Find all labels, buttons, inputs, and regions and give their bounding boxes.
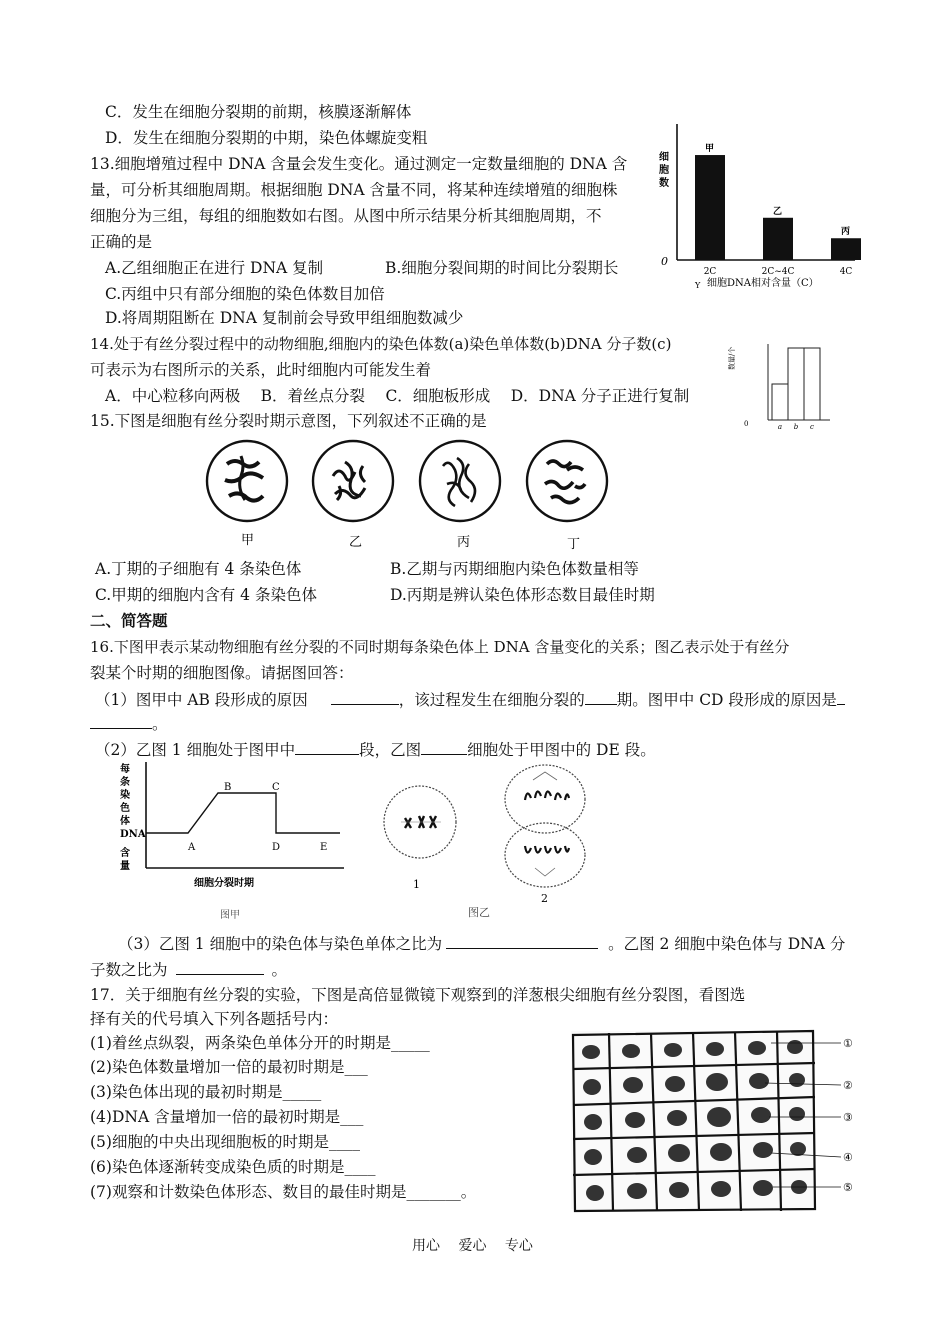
q13-bar-2 [831,238,861,260]
q16-blank-phase[interactable] [585,688,617,705]
q16-cell-1-label: 1 [413,878,420,891]
q14-bars [772,348,820,431]
q13-bar-label-2: 丙 [841,227,851,238]
q16-cell-1 [384,786,456,858]
q14-stem-line2: 可表示为右图所示的关系，此时细胞内可能发生着 [90,361,432,379]
q16-part2-text-b: 段，乙图 [359,741,422,759]
q15-option-b: B.乙期与丙期细胞内染色体数量相等 [390,560,639,578]
svg-text:染: 染 [120,790,130,801]
q13-ylabel-1: 细 [659,152,669,163]
q16-part3-cont [90,958,287,981]
q16-point-a: A [188,842,196,853]
q15-label-yi: 乙 [349,535,363,550]
q16-part3-text-b: 。乙图 2 细胞中染色体与 DNA 分 [608,935,846,953]
page-footer: 用心 爱心 专心 [412,1238,533,1254]
q13-xlabel-mark: Y [695,281,701,290]
q17-item-5: (5)细胞的中央出现细胞板的时期是____ [90,1133,360,1151]
q17-item-2: (2)染色体数量增加一倍的最初时期是___ [90,1058,368,1076]
q13-bar-label-0: 甲 [705,144,715,155]
q16-blank-segment[interactable] [295,738,359,755]
q16-part2-text-a: （2）乙图 1 细胞处于图甲中 [95,741,296,759]
q13-option-d: D.将周期阻断在 DNA 复制前会导致甲组细胞数减少 [105,309,464,327]
q13-ylabel-3: 数 [659,178,669,189]
q16-point-d: D [272,842,281,853]
q16-blank-cd-start[interactable] [837,688,845,705]
q16-ylabel [120,762,146,872]
q16-stem-line2: 裂某个时期的细胞图像。请据图回答： [90,664,354,682]
q16-caption-jia: 图甲 [220,910,240,921]
q16-cell-2 [505,765,585,887]
q12-option-c: C．发生在细胞分裂期的前期，核膜逐渐解体 [105,103,412,121]
q17-stem-line2: 择有关的代号填入下列各题括号内： [90,1010,339,1028]
q16-part3-text-a: （3）乙图 1 细胞中的染色体与染色单体之比为 [118,935,443,953]
q13-ylabel-2: 胞 [659,165,669,176]
q16-part1-text-b: ，该过程发生在细胞分裂的 [398,691,585,709]
q17-marker-5: ⑤ [843,1181,853,1194]
svg-text:体: 体 [120,816,130,827]
q16-xlabel: 细胞分裂时期 [194,878,254,889]
q15-option-d: D.丙期是辨认染色体形态数目最佳时期 [390,586,655,604]
q16-part1-line [95,688,845,711]
q16-part1-end: 。 [152,715,168,733]
q17-marker-2: ② [843,1079,853,1092]
q14-origin: 0 [744,420,749,428]
q13-origin: 0 [661,255,668,268]
q13-category-0: 2C [703,267,717,277]
q17-item-7: (7)观察和计数染色体形态、数目的最佳时期是_______。 [90,1183,477,1201]
q17-item-6: (6)染色体逐渐转变成染色质的时期是____ [90,1158,376,1176]
q16-part3-end: 。 [271,961,288,979]
q16-point-b: B [224,782,232,793]
q14-bar-b [788,348,804,420]
svg-text:含: 含 [120,848,130,859]
q16-part3-line [118,932,845,955]
q14-bar-a [772,384,788,420]
q13-option-b: B.细胞分裂间期的时间比分裂期长 [385,259,619,277]
q15-option-c: C.甲期的细胞内含有 4 条染色体 [95,586,317,604]
q16-blank-ratio2[interactable] [176,958,264,975]
q15-option-a: A.丁期的子细胞有 4 条染色体 [95,560,302,578]
q17-root-tip-micrograph [565,1025,865,1215]
q13-xlabel: 细胞DNA相对含量（C） [707,278,819,289]
svg-text:色: 色 [120,803,130,814]
q17-item-1: (1)着丝点纵裂，两条染色单体分开的时期是_____ [90,1034,430,1052]
q14-bar-c [804,348,820,420]
q16-stem-line1: 16.下图甲表示某动物细胞有丝分裂的不同时期每条染色体上 DNA 含量变化的关系；图乙表示处于有丝分 [90,638,790,656]
q13-bars [695,143,861,277]
q17-stem-line1: 17．关于细胞有丝分裂的实验，下图是高倍显微镜下观察到的洋葱根尖细胞有丝分裂图，看图选 [90,986,746,1004]
q16-blank-cell[interactable] [421,738,467,755]
q16-part3-text-c: 子数之比为 [90,961,168,979]
section-heading: 二、简答题 [90,611,168,630]
q13-bar-1 [763,218,793,260]
q17-marker-3: ③ [843,1111,853,1124]
q14-ylabel: 数量/个 [728,346,736,370]
svg-text:条: 条 [120,777,130,788]
q13-stem-line1: 13.细胞增殖过程中 DNA 含量会发生变化。通过测定一定数量细胞的 DNA 含 [90,155,628,173]
q15-cell-jia [207,441,287,521]
q14-stem-line1: 14.处于有丝分裂过程中的动物细胞,细胞内的染色体数(a)染色单体数(b)DNA 分子数(c) [90,335,672,353]
q15-cell-yi [313,441,393,521]
q15-label-jia: 甲 [241,533,255,548]
q13-bar-label-1: 乙 [773,206,783,217]
q17-marker-4: ④ [843,1151,853,1164]
q15-cell-diagrams [195,436,615,551]
q16-part2-text-c: 细胞处于甲图中的 DE 段。 [467,741,656,759]
q13-bar-chart [655,118,870,303]
q15-cell-ding [527,441,607,521]
q14-category-c: c [810,423,814,431]
q16-line-graph [118,758,358,928]
q16-blank-cd-reason[interactable] [90,712,152,729]
q16-point-c: C [272,782,280,793]
q13-stem-line4: 正确的是 [90,233,153,251]
q17-item-3: (3)染色体出现的最初时期是_____ [90,1083,322,1101]
q13-stem-line3: 细胞分为三组，每组的细胞数如右图。从图中所示结果分析其细胞周期，不 [90,207,602,225]
q17-marker-1: ① [843,1037,853,1050]
q13-option-a: A.乙组细胞正在进行 DNA 复制 [105,259,324,277]
q12-option-d: D．发生在细胞分裂期的中期，染色体螺旋变粗 [105,129,428,147]
svg-text:量: 量 [120,861,130,872]
q14-category-a: a [777,423,783,431]
svg-text:每: 每 [120,764,130,775]
q13-category-1: 2C~4C [761,267,795,277]
q15-stem: 15.下图是细胞有丝分裂时期示意图，下列叙述不正确的是 [90,412,487,430]
q16-blank-ab-reason[interactable] [331,688,399,705]
q15-label-ding: 丁 [567,537,581,552]
q16-blank-ratio1[interactable] [446,932,598,949]
q13-category-2: 4C [839,267,853,277]
q16-cell-2-label: 2 [541,892,548,905]
q15-label-bing: 丙 [457,535,471,550]
q15-cell-bing [420,441,500,521]
q16-part1-cont [90,712,168,735]
q13-stem-line2: 量，可分析其细胞周期。根据细胞 DNA 含量不同，将某种连续增殖的细胞株 [90,181,618,199]
q16-point-e: E [320,842,328,853]
q17-item-4: (4)DNA 含量增加一倍的最初时期是___ [90,1108,364,1126]
q16-part1-text-a: （1）图甲中 AB 段形成的原因 [95,691,308,709]
svg-text:DNA: DNA [120,829,146,840]
q13-bar-0 [695,155,725,260]
q16-caption-yi: 图乙 [468,906,490,919]
q14-category-b: b [793,423,799,431]
q13-option-c: C.丙组中只有部分细胞的染色体数目加倍 [105,285,385,303]
q16-dna-curve [146,793,340,833]
q16-part1-text-c: 期。图甲中 CD 段形成的原因是 [616,691,837,709]
q14-bar-chart [728,338,835,433]
q16-cell-images [375,762,615,927]
q14-options: A．中心粒移向两极 B．着丝点分裂 C．细胞板形成 D．DNA 分子正进行复制 [105,387,690,405]
